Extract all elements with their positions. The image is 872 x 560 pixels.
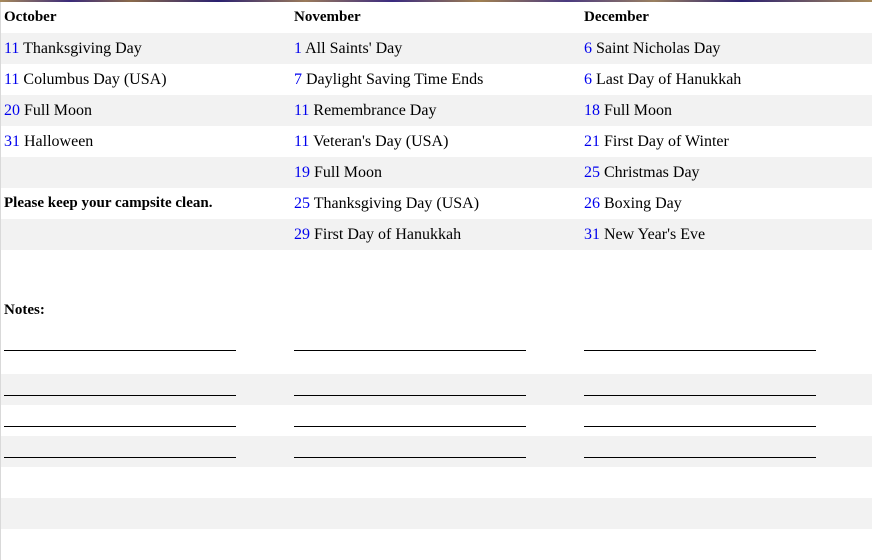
event-day: 11: [294, 102, 310, 119]
event-day: 6: [584, 40, 592, 57]
event-day: 19: [294, 164, 310, 181]
event-item: [294, 33, 402, 64]
column-header-october: October: [4, 9, 57, 25]
note-line[interactable]: [4, 457, 236, 458]
event-item: [294, 64, 483, 95]
event-item: [584, 219, 705, 250]
event-item: [4, 126, 93, 157]
event-item: [294, 95, 436, 126]
event-name: Veteran's Day (USA): [313, 133, 449, 150]
event-item: [584, 95, 672, 126]
event-name: Full Moon: [314, 164, 383, 181]
event-name: Full Moon: [24, 102, 93, 119]
event-name: Columbus Day (USA): [23, 71, 167, 88]
note-row: [0, 436, 872, 467]
column-header-november: November: [294, 9, 361, 25]
note-line[interactable]: [584, 426, 816, 427]
event-day: 1: [294, 40, 302, 57]
event-item: [4, 64, 167, 95]
note-line[interactable]: [584, 395, 816, 396]
column-header-december: December: [584, 9, 649, 25]
event-day: 20: [4, 102, 20, 119]
event-item: [294, 126, 448, 157]
event-row: [0, 219, 872, 250]
event-row: [0, 95, 872, 126]
note-line[interactable]: [294, 350, 526, 351]
event-name: Daylight Saving Time Ends: [306, 71, 484, 88]
note-line[interactable]: [584, 457, 816, 458]
left-border: [0, 2, 1, 560]
event-item: [4, 95, 92, 126]
event-item: [584, 188, 682, 219]
event-name: Remembrance Day: [313, 102, 437, 119]
event-day: 11: [4, 40, 20, 57]
event-day: 6: [584, 71, 592, 88]
event-name: First Day of Winter: [604, 133, 729, 150]
event-item: [584, 126, 729, 157]
event-day: 29: [294, 226, 310, 243]
note-line[interactable]: [4, 395, 236, 396]
event-day: 11: [294, 133, 310, 150]
event-row: [0, 126, 872, 157]
event-name: Boxing Day: [604, 195, 682, 212]
event-day: 31: [584, 226, 600, 243]
event-item: [584, 157, 700, 188]
event-item: [294, 188, 479, 219]
event-day: 11: [4, 71, 20, 88]
note-row: [0, 405, 872, 436]
note-line[interactable]: [4, 426, 236, 427]
event-day: 18: [584, 102, 600, 119]
note-line[interactable]: [294, 426, 526, 427]
event-day: 31: [4, 133, 20, 150]
note-line[interactable]: [294, 395, 526, 396]
event-day: 21: [584, 133, 600, 150]
event-name: Last Day of Hanukkah: [596, 71, 742, 88]
event-day: 25: [584, 164, 600, 181]
event-item: [584, 64, 741, 95]
empty-row: [0, 467, 872, 498]
note-line[interactable]: [294, 457, 526, 458]
event-name: Saint Nicholas Day: [596, 40, 721, 57]
event-name: Christmas Day: [604, 164, 700, 181]
event-item: [294, 157, 382, 188]
event-row: [0, 157, 872, 188]
event-day: 25: [294, 195, 310, 212]
event-item: [4, 33, 142, 64]
event-name: Halloween: [24, 133, 94, 150]
notes-section: [0, 250, 872, 374]
note-row: [0, 374, 872, 405]
calendar-sheet: [0, 2, 872, 560]
event-item: [294, 219, 461, 250]
event-name: New Year's Eve: [604, 226, 706, 243]
notes-label: Notes:: [4, 302, 45, 318]
event-day: 7: [294, 71, 302, 88]
event-item: [584, 33, 720, 64]
event-name: Thanksgiving Day (USA): [313, 195, 480, 212]
empty-row: [0, 498, 872, 529]
event-row: [0, 64, 872, 95]
event-row: [0, 33, 872, 64]
event-name: Thanksgiving Day: [23, 40, 142, 57]
event-row: [0, 188, 872, 219]
note-line[interactable]: [584, 350, 816, 351]
event-name: First Day of Hanukkah: [314, 226, 462, 243]
event-name: All Saints' Day: [305, 40, 403, 57]
campsite-message: Please keep your campsite clean.: [4, 195, 213, 211]
event-name: Full Moon: [604, 102, 673, 119]
empty-row: [0, 529, 872, 560]
header-row: [0, 2, 872, 33]
note-line[interactable]: [4, 350, 236, 351]
event-day: 26: [584, 195, 600, 212]
